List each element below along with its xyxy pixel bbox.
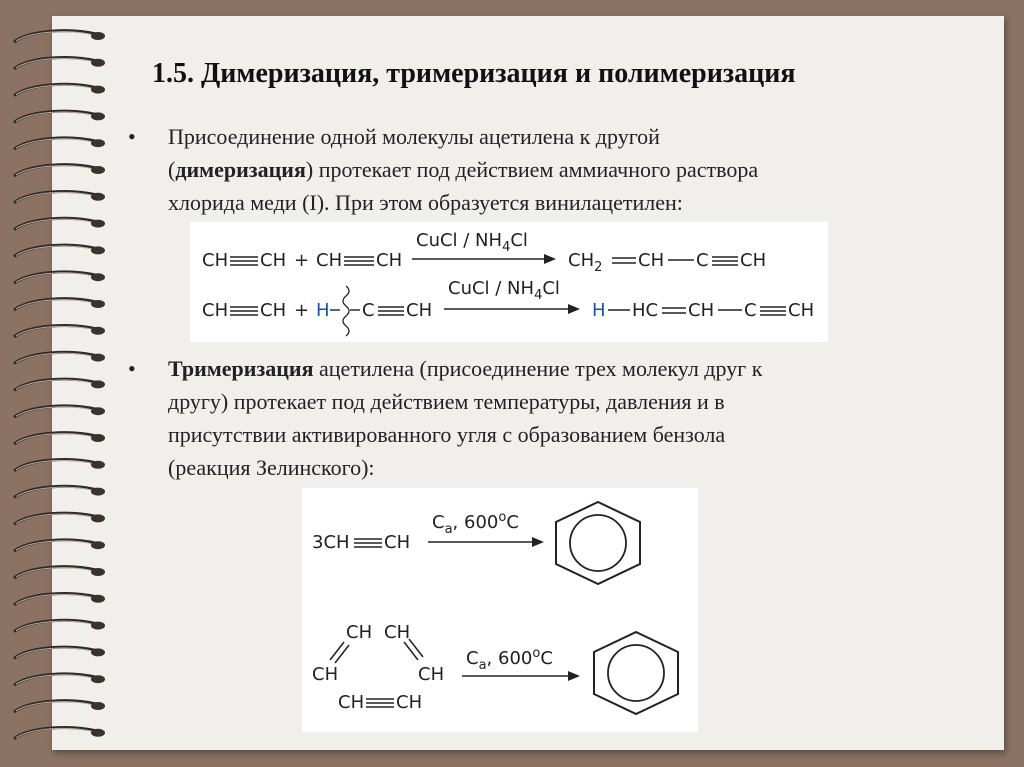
svg-text:C: C	[696, 250, 709, 271]
svg-text:C: C	[362, 300, 375, 321]
svg-text:+: +	[294, 300, 310, 321]
svg-text:CH: CH	[406, 300, 433, 321]
svg-text:CH: CH	[688, 300, 715, 321]
bullet1-line3: хлорида меди (I). При этом образуется винилацетилен:	[168, 190, 683, 215]
bullet1-line1: Присоединение одной молекулы ацетилена к другой	[168, 124, 660, 149]
bullet1-line2: (димеризация) протекает под действием аммиачного раствора	[168, 157, 759, 182]
svg-text:CH: CH	[740, 250, 767, 271]
svg-text:H: H	[316, 300, 330, 321]
svg-text:CH: CH	[338, 692, 365, 713]
notebook-spiral	[0, 0, 120, 767]
trimer-reaction-2	[312, 622, 678, 714]
bullet2-line1: Тримеризация ацетилена (присоединение трех молекул друг к	[168, 356, 763, 381]
benzene-ring-1	[556, 502, 640, 584]
bullet2-line3: присутствии активированного угля с образованием бензола	[168, 422, 726, 447]
bullet-marker: •	[128, 356, 136, 381]
svg-text:CH: CH	[312, 664, 339, 685]
dimerization-scheme	[190, 222, 828, 342]
svg-text:CuCl / NH4Cl: CuCl / $NH_4Cl$	[416, 230, 528, 255]
svg-text:CH: CH	[788, 300, 815, 321]
svg-text:HC: HC	[632, 300, 659, 321]
trimerization-scheme	[302, 488, 698, 732]
svg-text:H: H	[592, 300, 606, 321]
svg-text:CH: CH	[418, 664, 445, 685]
svg-text:CH: CH	[638, 250, 665, 271]
trimer-reaction-1	[312, 502, 640, 584]
bullet-marker: •	[128, 124, 136, 149]
svg-text:CH: CH	[384, 622, 411, 643]
benzene-ring-2	[594, 632, 678, 714]
svg-text:CH: CH	[202, 250, 229, 271]
svg-text:CH: CH	[202, 300, 229, 321]
slide-title: 1.5. Димеризация, тримеризация и полимеризация	[152, 58, 796, 89]
dimer-reaction-2	[202, 278, 814, 336]
svg-text:CH2: $CH_2$	[568, 250, 603, 275]
dimer-reaction-1	[202, 230, 766, 275]
svg-text:CuCl / NH4Cl: CuCl / $NH_4Cl$	[448, 278, 560, 303]
svg-text:CH: CH	[396, 692, 423, 713]
bullet-trimerization	[128, 352, 958, 484]
bullet-dimerization	[128, 120, 958, 219]
svg-text:CH: CH	[384, 532, 411, 553]
term-dimerization: димеризация	[175, 157, 306, 182]
bullet2-line4: (реакция Зелинского):	[168, 455, 375, 480]
svg-text:Ca, 600oC: $C_a$, 600$^o$C	[432, 510, 519, 537]
term-trimerization: Тримеризация	[168, 356, 314, 381]
svg-text:CH: CH	[376, 250, 403, 271]
svg-text:+: +	[294, 250, 310, 271]
svg-text:CH: CH	[316, 250, 343, 271]
svg-text:CH: CH	[260, 250, 287, 271]
bullet2-line2: другу) протекает под действием температуры, давления и в	[168, 389, 725, 414]
svg-text:3CH: 3CH	[312, 532, 350, 553]
svg-text:C: C	[744, 300, 757, 321]
svg-text:CH: CH	[346, 622, 373, 643]
svg-text:CH: CH	[260, 300, 287, 321]
svg-text:Ca, 600oC: $C_a$, 600$^o$C	[466, 646, 553, 673]
